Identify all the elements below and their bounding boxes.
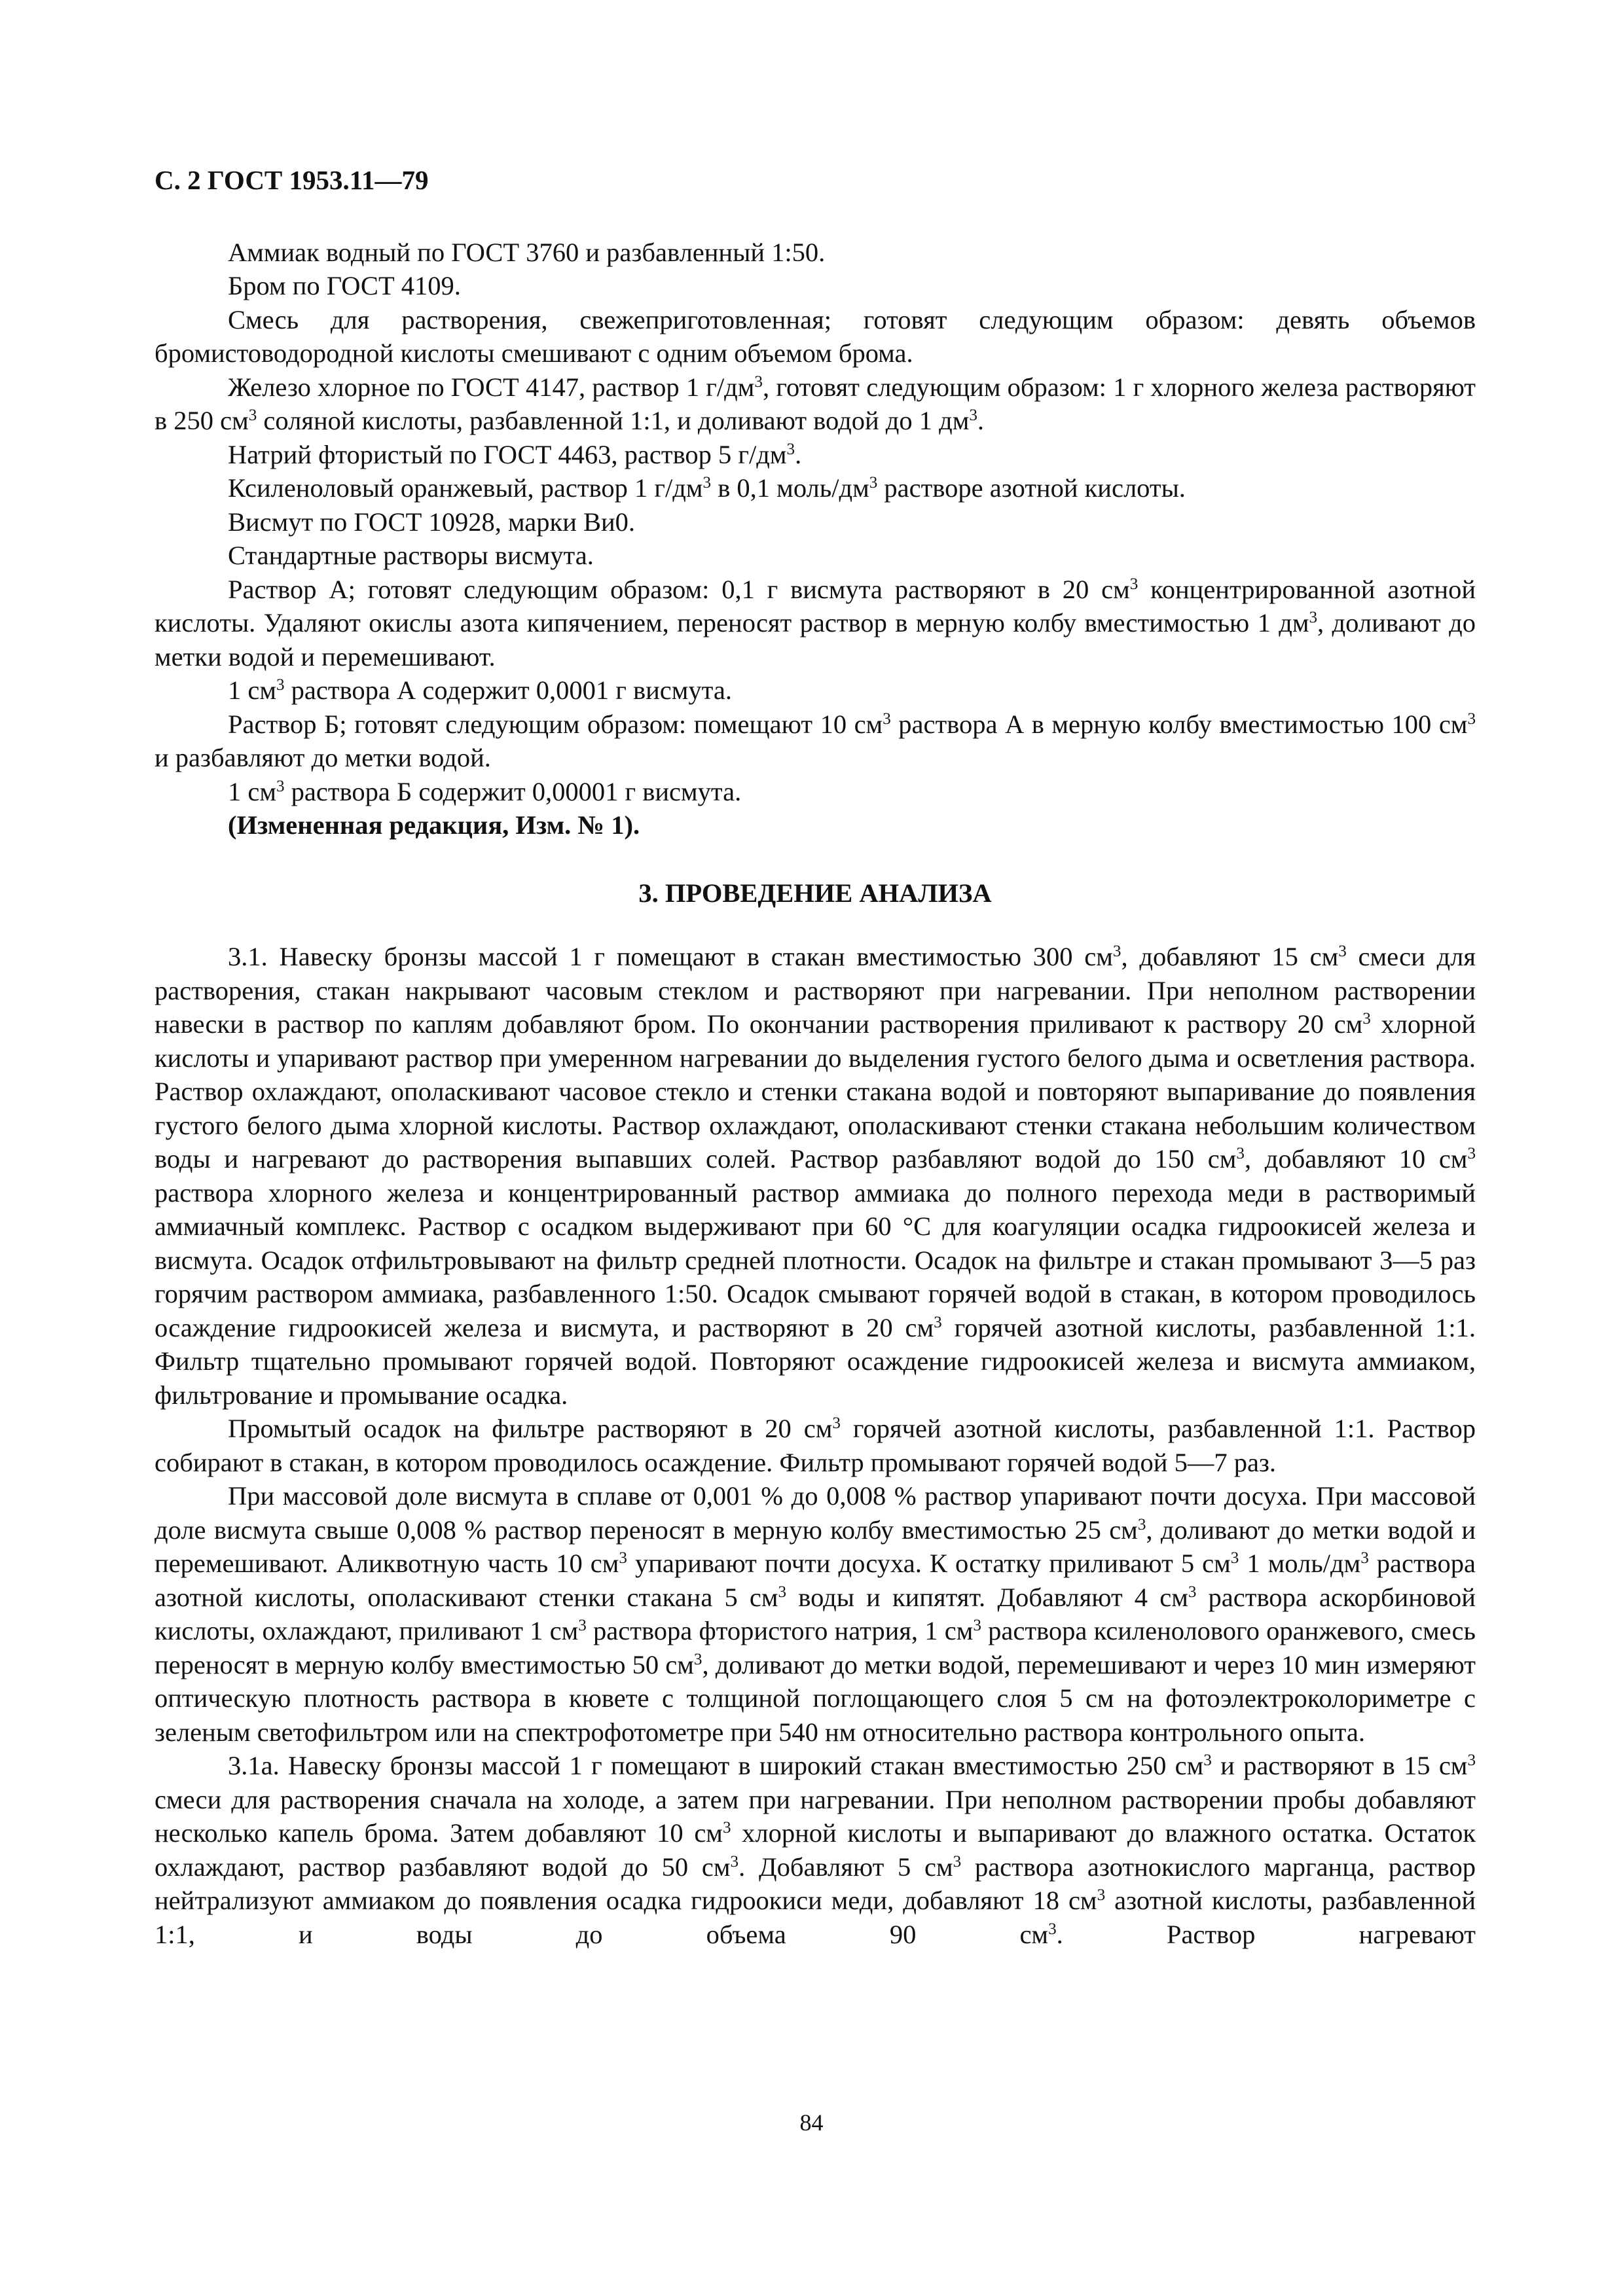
paragraph: Раствор Б; готовят следующим образом: помещают 10 $см^3$ раствора А в мерную колбу вместимостью 100 $см^3$ и разбавляют до метки водой. bbox=[155, 709, 1476, 772]
paragraph: Бром по ГОСТ 4109. bbox=[228, 271, 461, 300]
paragraph: Аммиак водный по ГОСТ 3760 и разбавленный 1:50. bbox=[228, 237, 826, 267]
paragraph: Промытый осадок на фильтре растворяют в 20 $см^3$ горячей азотной кислоты, разбавленной 1:1. Раствор собирают в стакан, в котором проводилось осаждение. Фильтр промывают горячей водой 5—7 раз. bbox=[155, 1414, 1476, 1477]
analysis-section bbox=[155, 940, 1476, 1951]
paragraph: 3.1а. Навеску бронзы массой 1 г помещают в широкий стакан вместимостью 250 $см^3$ и растворяют в 15 $см^3$ смеси для растворения сначала на холоде, а затем при нагревании. При неполном растворении пробы добавляют несколько капель брома. Затем добавляют 10 $см^3$ хлорной кислоты и выпаривают до влажного остатка. Остаток охлаждают, раствор разбавляют водой до 50 $см^3$. Добавляют 5 $см^3$ раствора азотнокислого марганца, раствор нейтрализуют аммиаком до появления осадка гидроокиси меди, добавляют 18 $см^3$ азотной кислоты, разбавленной 1:1, и воды до объема 90 $см^3$. Раствор нагревают bbox=[155, 1751, 1476, 1949]
paragraph: Стандартные растворы висмута. bbox=[228, 541, 594, 570]
paragraph: 1 $см^3$ раствора Б содержит 0,00001 г висмута. bbox=[228, 776, 742, 806]
page-header: С. 2 ГОСТ 1953.11—79 bbox=[155, 165, 429, 195]
paragraph: При массовой доле висмута в сплаве от 0,001 % до 0,008 % раствор упаривают почти досуха. При массовой доле висмута свыше 0,008 % раствор переносят в мерную колбу вместимостью 25 $см^3$, доливают до метки водой и перемешивают. Аликвотную часть 10 $см^3$ упаривают почти досуха. К остатку приливают 5 $см^3$ 1 моль/$дм^3$ раствора азотной кислоты, ополаскивают стенки стакана 5 $см^3$ воды и кипятят. Добавляют 4 $см^3$ раствора аскорбиновой кислоты, охлаждают, приливают 1 $см^3$ раствора фтористого натрия, 1 $см^3$ раствора ксиленолового оранжевого, смесь переносят в мерную колбу вместимостью 50 $см^3$, доливают до метки водой, перемешивают и через 10 мин измеряют оптическую плотность раствора в кювете с толщиной поглощающего слоя 5 см на фотоэлектроколориметре с зеленым светофильтром или на спектрофотометре при 540 нм относительно раствора контрольного опыта. bbox=[155, 1481, 1476, 1747]
paragraph: Ксиленоловый оранжевый, раствор 1 $г/дм^3$ в 0,1 моль/$дм^3$ растворе азотной кислоты. bbox=[228, 473, 1186, 503]
reagents-list bbox=[155, 236, 1476, 842]
paragraph: Раствор А; готовят следующим образом: 0,1 г висмута растворяют в 20 $см^3$ концентрированной азотной кислоты. Удаляют окислы азота кипячением, переносят раствор в мерную колбу вместимостью 1 $дм^3$, доливают до метки водой и перемешивают. bbox=[155, 574, 1476, 672]
paragraph: 3.1. Навеску бронзы массой 1 г помещают в стакан вместимостью 300 $см^3$, добавляют 15 $см^3$ смеси для растворения, стакан накрывают часовым стеклом и растворяют при нагревании. При неполном растворении навески в раствор по каплям добавляют бром. По окончании растворения приливают к раствору 20 $см^3$ хлорной кислоты и упаривают раствор при умеренном нагревании до выделения густого белого дыма и осветления раствора. Раствор охлаждают, ополаскивают часовое стекло и стенки стакана водой и повторяют выпаривание до появления густого белого дыма хлорной кислоты. Раствор охлаждают, ополаскивают стенки стакана небольшим количеством воды и нагревают до растворения выпавших солей. Раствор разбавляют водой до 150 $см^3$, добавляют 10 $см^3$ раствора хлорного железа и концентрированный раствор аммиака до полного перехода меди в растворимый аммиачный комплекс. Раствор с осадком выдерживают при 60 °С для коагуляции осадка гидроокисей железа и висмута. Осадок отфильтровывают на фильтр средней плотности. Осадок на фильтре и стакан промывают 3—5 раз горячим раствором аммиака, разбавленного 1:50. Осадок смывают горячей водой в стакан, в котором проводилось осаждение гидроокисей железа и висмута, и растворяют в 20 $см^3$ горячей азотной кислоты, разбавленной 1:1. Фильтр тщательно промывают горячей водой. Повторяют осаждение гидроокисей железа и висмута аммиаком, фильтрование и промывание осадка. bbox=[155, 942, 1476, 1410]
document-page bbox=[155, 164, 1476, 1951]
paragraph: Висмут по ГОСТ 10928, марки Ви0. bbox=[228, 507, 636, 537]
paragraph: Смесь для растворения, свежеприготовленная; готовят следующим образом: девять объемов бромистоводородной кислоты смешивают с одним объемом брома. bbox=[155, 304, 1476, 368]
amendment-note: (Измененная редакция, Изм. № 1). bbox=[228, 810, 640, 840]
paragraph: 1 $см^3$ раствора А содержит 0,0001 г висмута. bbox=[228, 675, 732, 705]
paragraph: Натрий фтористый по ГОСТ 4463, раствор 5 $г/дм^3$. bbox=[228, 439, 802, 469]
page-number: 84 bbox=[799, 2109, 824, 2136]
section-title: 3. ПРОВЕДЕНИЕ АНАЛИЗА bbox=[638, 878, 992, 908]
paragraph: Железо хлорное по ГОСТ 4147, раствор 1 $г/дм^3$, готовят следующим образом: 1 г хлорного железа растворяют в 250 $см^3$ соляной кислоты, разбавленной 1:1, и доливают водой до 1 $дм^3$. bbox=[155, 372, 1476, 435]
